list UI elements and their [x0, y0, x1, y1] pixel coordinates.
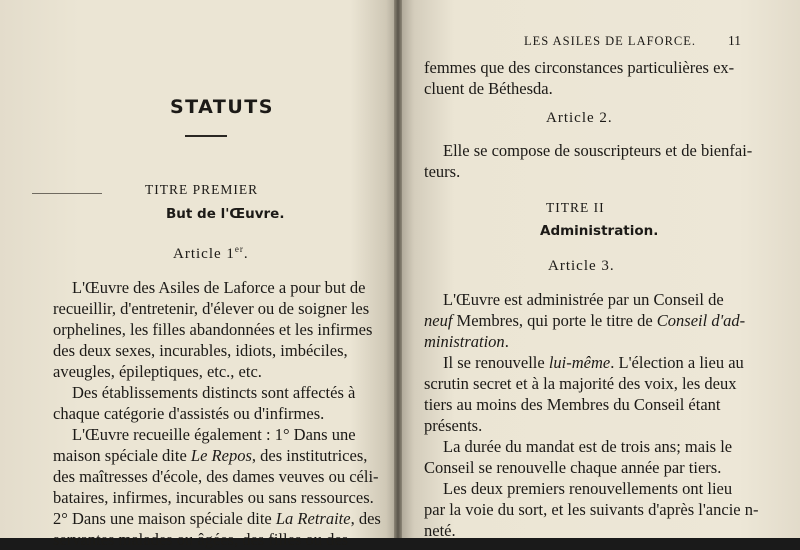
italic-span: ministration [424, 332, 505, 351]
section-heading: TITRE II [546, 200, 605, 215]
text-line: femmes que des circonstances particulières ex- [424, 58, 735, 77]
text-line: tiers au moins des Membres du Conseil étant [424, 395, 721, 414]
text-line: cluent de Béthesda. [424, 79, 553, 98]
text-line: chaque catégorie d'assistés ou d'infirmes. [53, 404, 325, 423]
text-line: servantes malades ou âgées, des filles ou des [53, 530, 349, 549]
article-superscript: er [234, 244, 244, 254]
article-label: Article 1 [173, 246, 235, 262]
text-line [53, 446, 367, 466]
text-line: des maîtresses d'école, des dames veuves ou céli- [53, 467, 379, 486]
text-line [424, 332, 509, 352]
text-line: recueillir, d'entretenir, d'élever ou de soigner les [53, 299, 370, 318]
text-span: . L'élection a lieu au [610, 353, 744, 372]
italic-span: lui-même [548, 353, 611, 372]
text-line: La durée du mandat est de trois ans; mais le [443, 437, 733, 456]
text-line: L'Œuvre est administrée par un Conseil de [443, 290, 724, 309]
italic-span: Conseil d'ad- [656, 311, 746, 330]
article-heading [173, 244, 249, 263]
text-line [443, 353, 744, 373]
text-line: orphelines, les filles abandonnées et les infirmes [53, 320, 373, 339]
italic-span: neuf [424, 311, 453, 330]
text-line: par la voie du sort, et les suivants d'après l'ancie n- [424, 500, 759, 519]
text-line: Elle se compose de souscripteurs et de bienfai- [443, 141, 753, 160]
italic-span: Le Repos [190, 446, 252, 465]
text-span: . [504, 332, 509, 351]
text-line: bataires, infirmes, incurables ou sans ressources. [53, 488, 374, 507]
text-span: , des institutrices, [251, 446, 368, 465]
text-line: teurs. [424, 162, 461, 181]
text-line: aveugles, épileptiques, etc., etc. [53, 362, 262, 381]
text-line: L'Œuvre des Asiles de Laforce a pour but de [72, 278, 366, 297]
text-span: , des [350, 509, 381, 528]
text-line: Des établissements distincts sont affectés à [72, 383, 356, 402]
title-rule [185, 135, 227, 137]
ornament-line [32, 193, 102, 194]
text-line: neté. [424, 521, 456, 540]
text-span: 2° Dans une maison spéciale dite [53, 509, 276, 528]
running-head: LES ASILES DE LAFORCE. [524, 34, 697, 48]
article-end: . [243, 246, 249, 262]
article-heading: Article 2. [546, 110, 613, 126]
text-span: Membres, qui porte le titre de [452, 311, 657, 330]
book-gutter [394, 0, 402, 538]
text-line: Conseil se renouvelle chaque année par tiers. [424, 458, 722, 477]
text-line [53, 509, 381, 529]
text-span: maison spéciale dite [53, 446, 191, 465]
page-title: STATUTS [170, 96, 274, 118]
article-heading: Article 3. [548, 258, 615, 274]
text-line: des deux sexes, incurables, idiots, imbéciles, [53, 341, 348, 360]
right-page [398, 0, 800, 538]
text-line: présents. [424, 416, 483, 435]
text-line [424, 311, 745, 331]
italic-span: La Retraite [275, 509, 351, 528]
text-line: Les deux premiers renouvellements ont lieu [443, 479, 733, 498]
page-number: 11 [728, 33, 741, 48]
section-subtitle: But de l'Œuvre. [166, 206, 285, 222]
text-span: Il se renouvelle [443, 353, 549, 372]
section-subtitle: Administration. [540, 223, 659, 239]
left-page [0, 0, 398, 549]
text-line: L'Œuvre recueille également : 1° Dans une [72, 425, 356, 444]
text-line: scrutin secret et à la majorité des voix, les deux [424, 374, 737, 393]
section-heading: TITRE PREMIER [145, 182, 259, 197]
